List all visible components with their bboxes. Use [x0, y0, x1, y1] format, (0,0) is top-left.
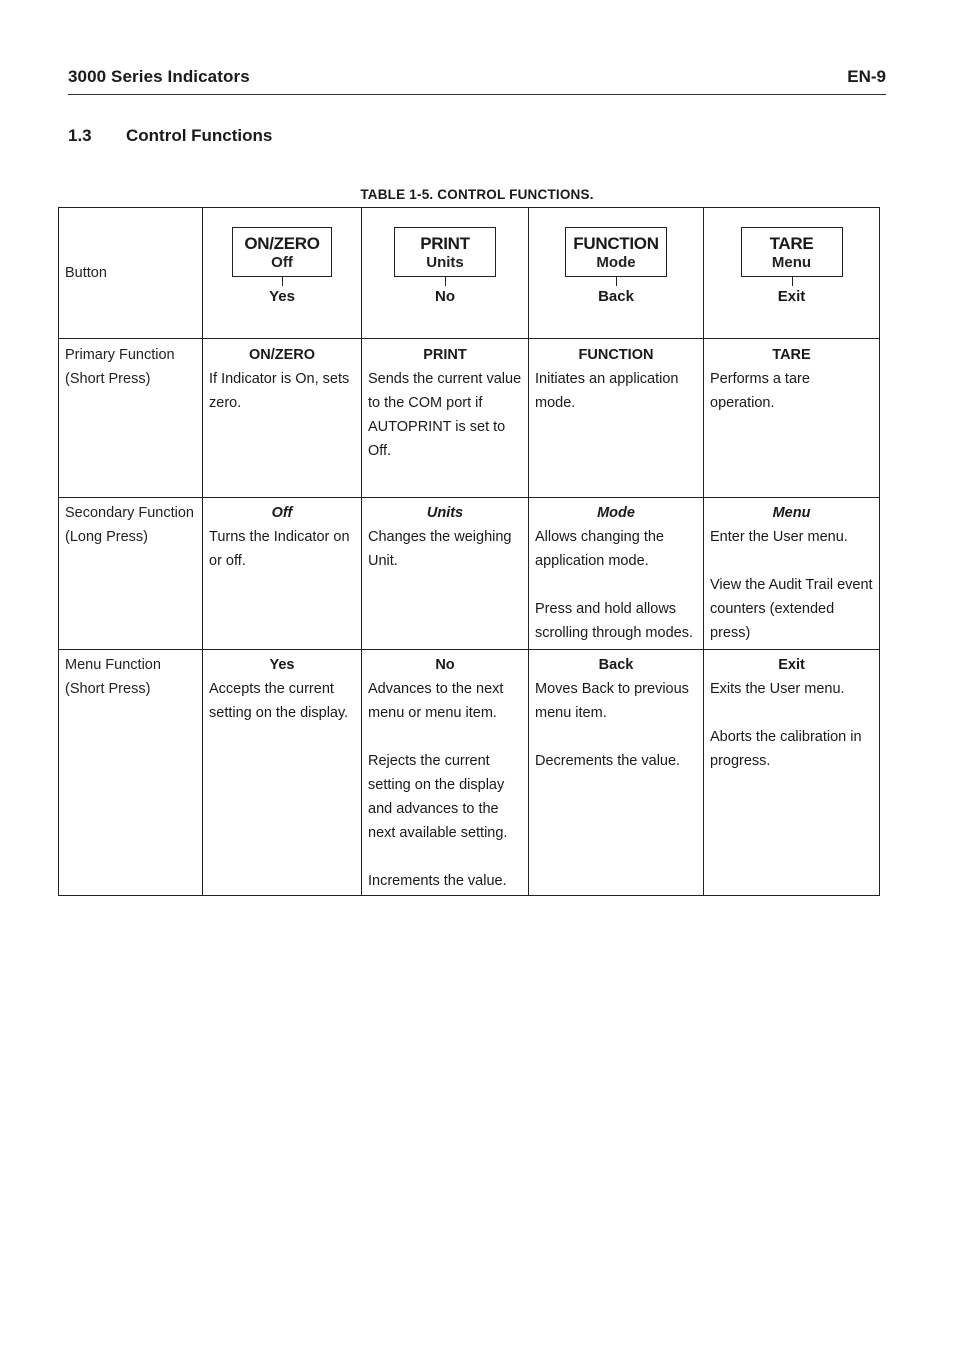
key-cell-tare — [704, 208, 880, 339]
table-cell: Off Turns the Indicator on or off. — [203, 498, 362, 650]
table-cell: Units Changes the weighing Unit. — [362, 498, 529, 650]
section-title: Control Functions — [126, 126, 273, 145]
table-cell: Back Moves Back to previous menu item. Decrements the value. — [529, 650, 704, 896]
table-row-button — [59, 208, 880, 339]
table-row-secondary — [59, 498, 880, 650]
key-menu-label: No — [435, 288, 455, 305]
table-cell: Menu Enter the User menu. View the Audit Trail event counters (extended press) — [704, 498, 880, 650]
page-header — [68, 66, 886, 95]
table-cell: TARE Performs a tare operation. — [704, 339, 880, 498]
table-cell: No Advances to the next menu or menu item. Rejects the current setting on the display and advances to the next available setting. Increments the value. — [362, 650, 529, 896]
page-number: EN-9 — [847, 67, 886, 86]
table-row-menu — [59, 650, 880, 896]
key-cell-onzero — [203, 208, 362, 339]
row-label-menu: Menu Function (Short Press) — [59, 650, 203, 896]
tare-key-icon: TARE Menu — [741, 227, 843, 277]
table-cell: Exit Exits the User menu. Aborts the calibration in progress. — [704, 650, 880, 896]
row-label-primary: Primary Function (Short Press) — [59, 339, 203, 498]
row-label-button: Button — [59, 208, 203, 339]
control-functions-table — [58, 207, 880, 896]
section-number: 1.3 — [68, 126, 92, 145]
table-caption: TABLE 1-5. CONTROL FUNCTIONS. — [360, 187, 594, 202]
table-cell: Yes Accepts the current setting on the display. — [203, 650, 362, 896]
table-cell: PRINT Sends the current value to the COM port if AUTOPRINT is set to Off. — [362, 339, 529, 498]
function-key-icon: FUNCTION Mode — [565, 227, 667, 277]
document-title: 3000 Series Indicators — [68, 67, 250, 86]
table-cell: ON/ZERO If Indicator is On, sets zero. — [203, 339, 362, 498]
key-menu-label: Yes — [269, 288, 295, 305]
row-label-secondary: Secondary Function (Long Press) — [59, 498, 203, 650]
table-cell: Mode Allows changing the application mode. Press and hold allows scrolling through modes. — [529, 498, 704, 650]
key-menu-label: Back — [598, 288, 634, 305]
key-cell-function — [529, 208, 704, 339]
key-cell-print — [362, 208, 529, 339]
print-key-icon: PRINT Units — [394, 227, 496, 277]
key-menu-label: Exit — [777, 288, 806, 305]
section-heading — [68, 126, 272, 146]
onzero-key-icon: ON/ZERO Off — [232, 227, 332, 277]
table-cell: FUNCTION Initiates an application mode. — [529, 339, 704, 498]
table-row-primary — [59, 339, 880, 498]
